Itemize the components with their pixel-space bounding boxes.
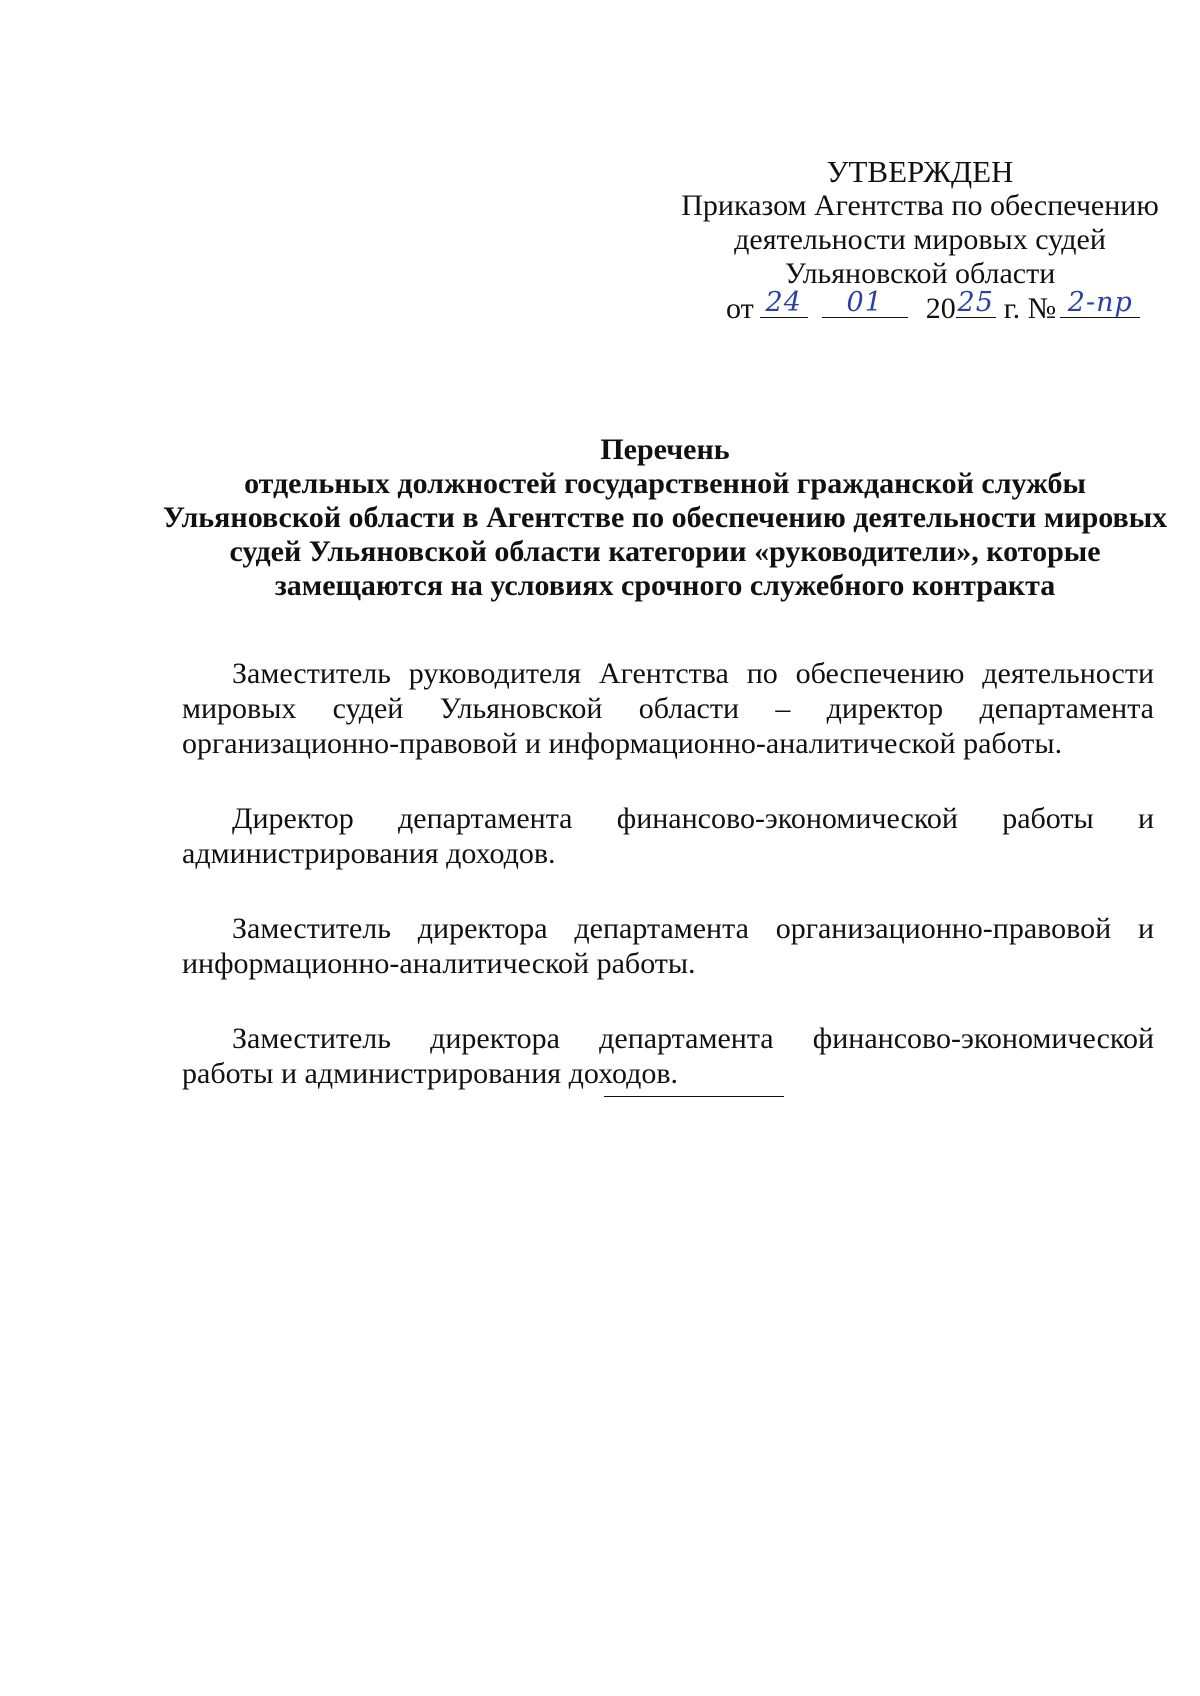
month-blank [822,287,908,318]
year-suffix: г. № [1003,292,1057,325]
number-handwritten: 2-пр [1067,287,1133,318]
position-item: Заместитель директора департамента организационно-правовой и информационно-аналитической работы. [182,912,1154,980]
month-handwritten: 01 [846,287,883,318]
positions-list [182,656,1154,1131]
approval-block [670,155,1170,326]
title-line-3: судей Ульяновской области категории «руководители», которые [229,535,1101,568]
closing-rule [604,1096,784,1097]
approval-line-1: Приказом Агентства по обеспечению [681,189,1159,222]
position-item: Заместитель руководителя Агентства по обеспечению деятельности мировых судей Ульяновской области – директор департамента организационно-правовой и информационно-аналитической работы. [182,657,1154,760]
position-item: Директор департамента финансово-экономической работы и администрирования доходов. [182,802,1154,870]
approval-title: УТВЕРЖДЕН [826,154,1014,189]
title-line-1: отдельных должностей государственной гражданской службы [244,467,1086,500]
day-handwritten: 24 [765,287,802,318]
title-line-2: Ульяновской области в Агентстве по обеспечению деятельности мировых [162,501,1168,534]
position-item: Заместитель директора департамента финансово-экономической работы и администрирования доходов. [182,1022,1154,1090]
date-prefix: от [726,292,754,325]
title-heading: Перечень [600,433,730,466]
document-title [160,433,1170,603]
approval-date-line [670,287,1170,326]
approval-line-3: Ульяновской области [784,257,1056,290]
year-blank [956,287,996,318]
year-handwritten: 25 [957,287,994,318]
approval-line-2: деятельности мировых судей [734,223,1106,256]
number-blank [1060,287,1140,318]
day-blank [760,287,808,318]
year-prefix: 20 [925,292,956,325]
title-line-4: замещаются на условиях срочного служебного контракта [274,569,1056,602]
